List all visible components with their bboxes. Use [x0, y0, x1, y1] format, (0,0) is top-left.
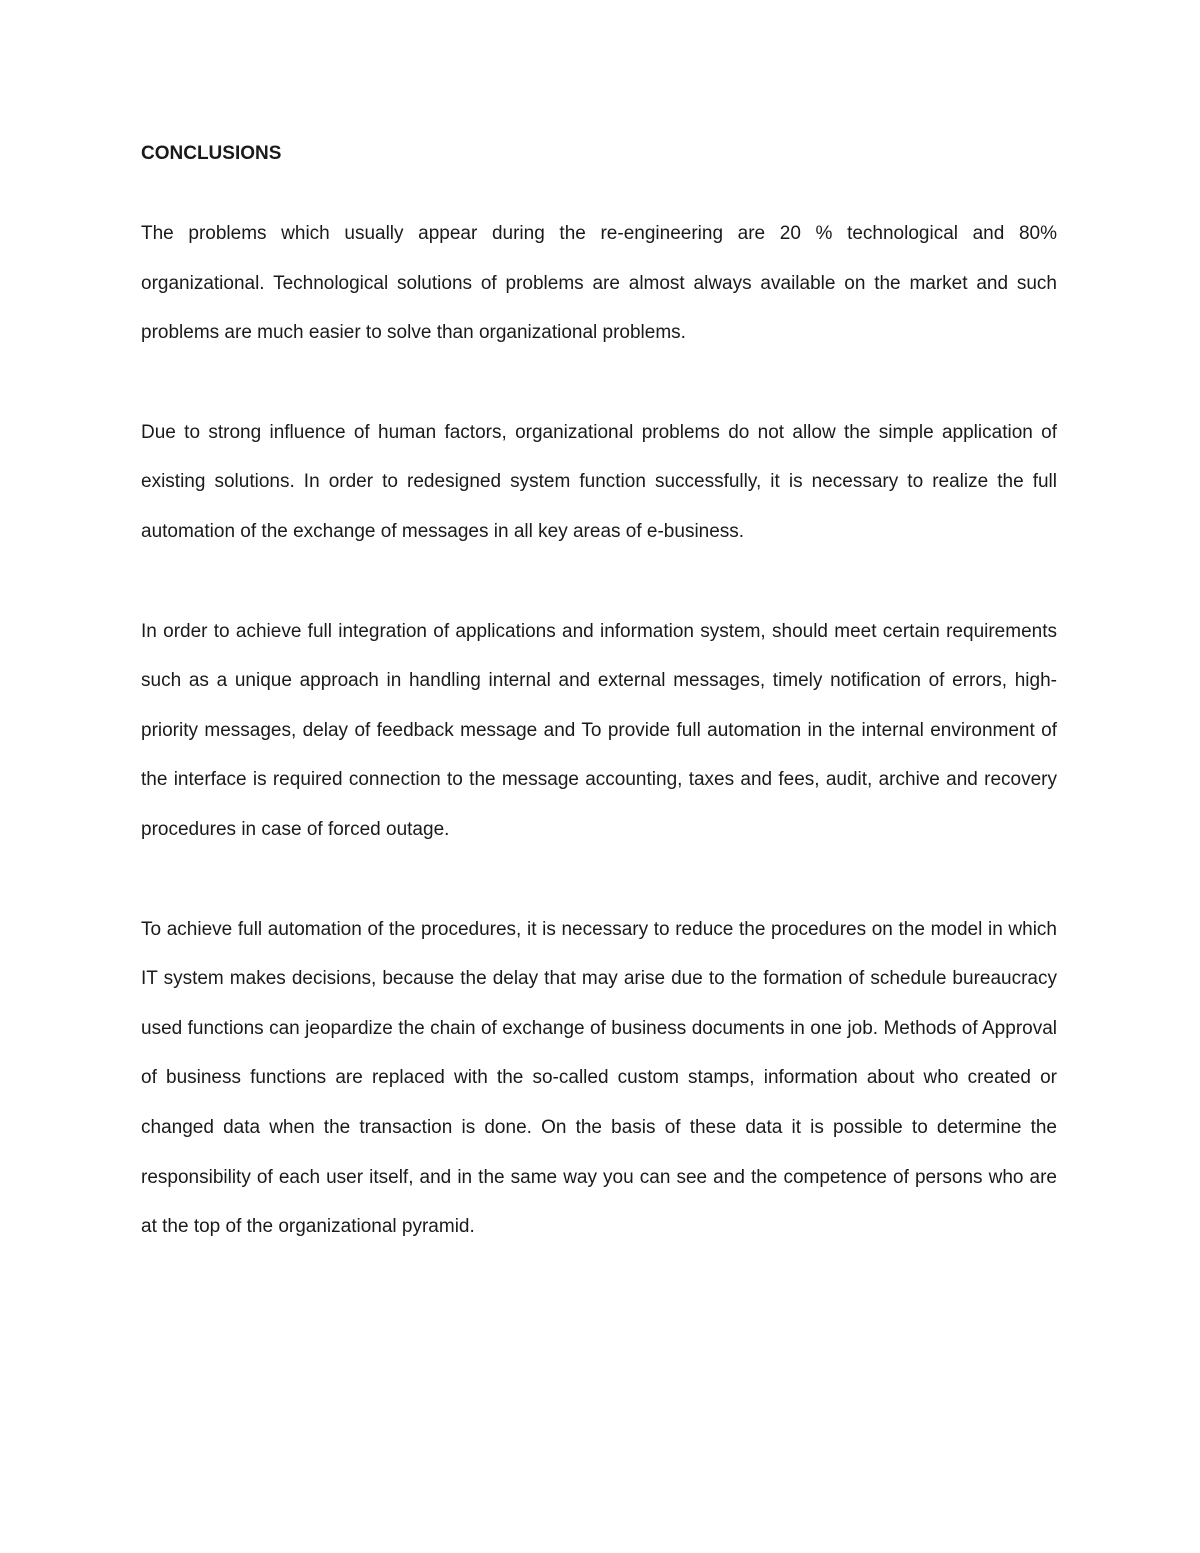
- paragraph-1: The problems which usually appear during the re-engineering are 20 % technological and 80% organizational. Technological solutions of problems are almost always available on the market and such problems are much easier to solve than organizational problems.: [141, 223, 1057, 344]
- document-body: [141, 139, 1057, 1252]
- paragraph-2: Due to strong influence of human factors, organizational problems do not allow the simple application of existing solutions. In order to redesigned system function successfully, it is necessary to realize the full automation of the exchange of messages in all key areas of e-business.: [141, 421, 1057, 542]
- section-heading: CONCLUSIONS: [141, 143, 282, 164]
- paragraph-3: In order to achieve full integration of applications and information system, should meet certain requirements such as a unique approach in handling internal and external messages, timely notification of errors, high-priority messages, delay of feedback message and To provide full automation in the internal environment of the interface is required connection to the message accounting, taxes and fees, audit, archive and recovery procedures in case of forced outage.: [141, 620, 1057, 840]
- paragraph-4: To achieve full automation of the procedures, it is necessary to reduce the procedures on the model in which IT system makes decisions, because the delay that may arise due to the formation of schedule bureaucracy used functions can jeopardize the chain of exchange of business documents in one job. Methods of Approval of business functions are replaced with the so-called custom stamps, information about who created or changed data when the transaction is done. On the basis of these data it is possible to determine the responsibility of each user itself, and in the same way you can see and the competence of persons who are at the top of the organizational pyramid.: [141, 918, 1057, 1238]
